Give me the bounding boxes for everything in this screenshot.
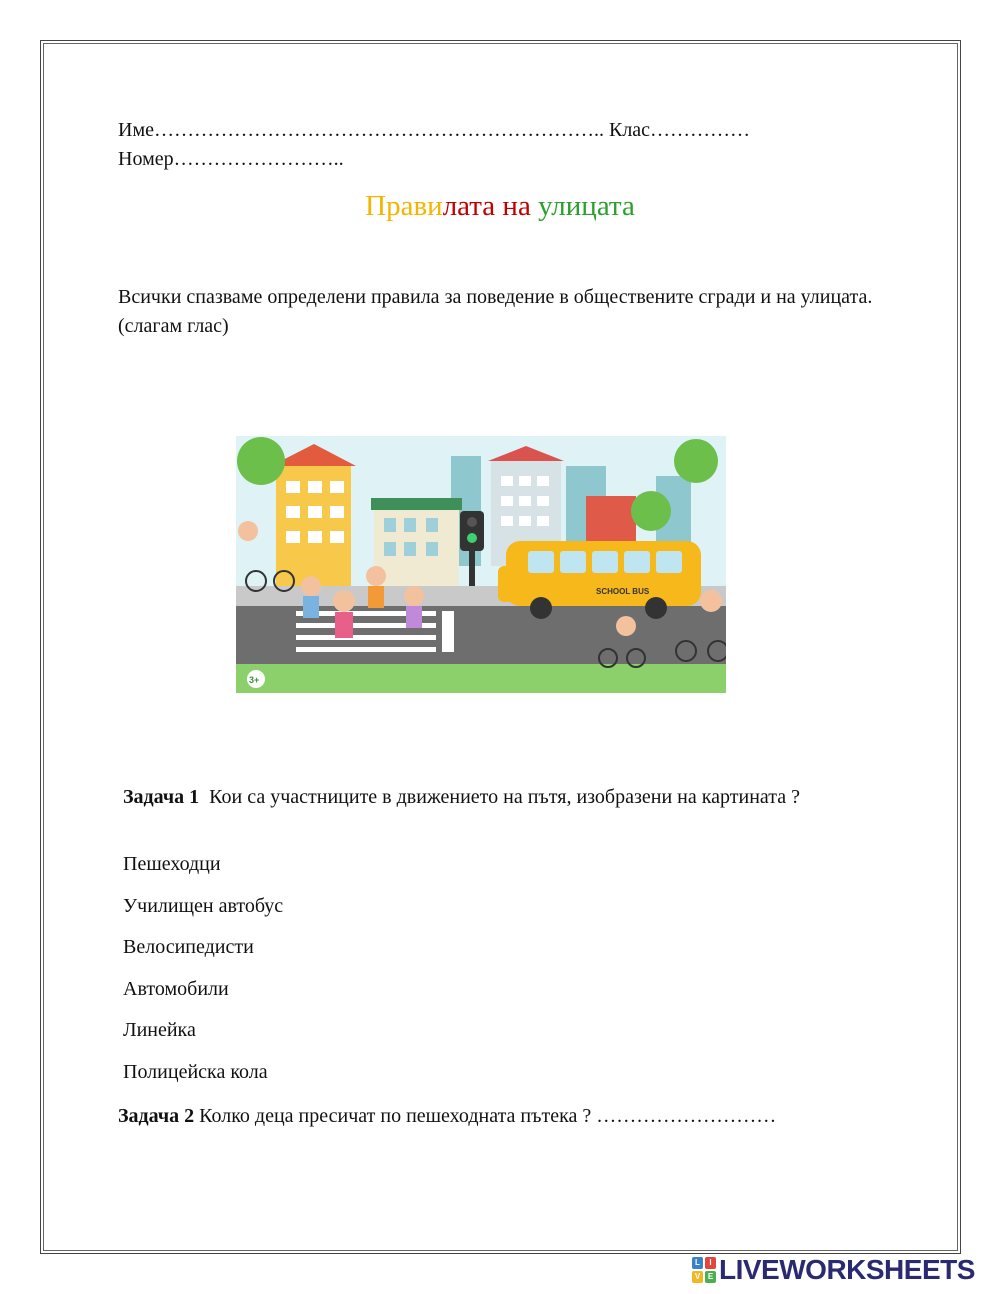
option-cyclists[interactable]: Велосипедисти bbox=[123, 936, 254, 958]
option-pedestrians[interactable]: Пешеходци bbox=[123, 853, 221, 875]
liveworksheets-logo bbox=[692, 1256, 975, 1284]
bus-label: SCHOOL BUS bbox=[596, 587, 650, 596]
option-ambulance[interactable]: Линейка bbox=[123, 1019, 196, 1041]
intro-paragraph: Всички спазваме определени правила за поведение в обществените сгради и на улицата.(слагам глас) bbox=[118, 286, 873, 337]
street-scene-illustration bbox=[236, 436, 726, 693]
task-2-label: Задача 2 bbox=[118, 1105, 195, 1127]
logo-text: LIVEWORKSHEETS bbox=[719, 1254, 975, 1285]
task-2-question[interactable]: Колко деца пресичат по пешеходната пътека ? ……………………… bbox=[199, 1105, 777, 1127]
title-part-3: улицата bbox=[530, 190, 635, 222]
logo-blocks-icon: L I V E bbox=[692, 1257, 716, 1283]
name-class-line: Име………………………………………………………….. Клас…………… bbox=[118, 119, 751, 141]
title-part-1: Прави bbox=[365, 190, 443, 222]
task-1-label: Задача 1 bbox=[123, 786, 200, 808]
task-2 bbox=[118, 1102, 878, 1131]
number-line: Номер…………………….. bbox=[118, 148, 344, 170]
option-police-car[interactable]: Полицейска кола bbox=[123, 1061, 268, 1083]
age-badge: 3+ bbox=[249, 675, 260, 685]
option-cars[interactable]: Автомобили bbox=[123, 978, 229, 1000]
task-1 bbox=[118, 783, 878, 812]
option-school-bus[interactable]: Училищен автобус bbox=[123, 895, 284, 917]
task-1-question: Кои са участниците в движението на пътя, изобразени на картината ? bbox=[209, 786, 801, 808]
page-title bbox=[0, 190, 1000, 223]
title-part-2: лата на bbox=[442, 190, 531, 222]
